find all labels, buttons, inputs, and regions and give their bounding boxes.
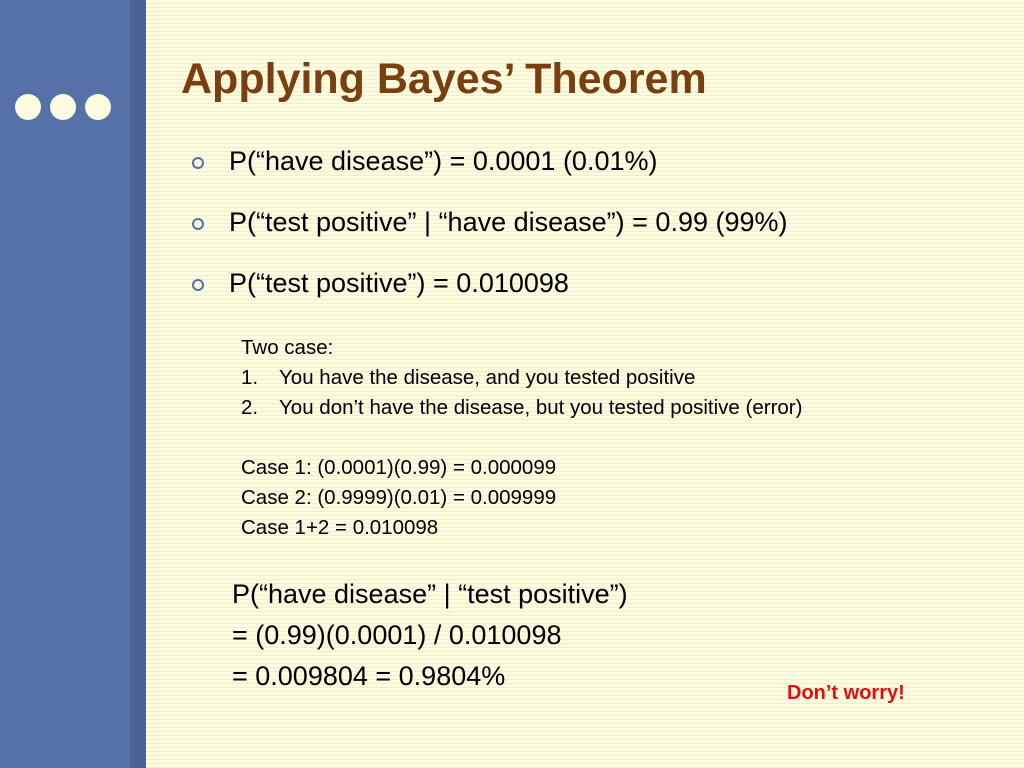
- bullet-circle-icon: [192, 279, 204, 291]
- list-text: You have the disease, and you tested positive: [279, 366, 696, 389]
- case-line: Case 2: (0.9999)(0.01) = 0.009999: [241, 486, 557, 509]
- case-line: Case 1+2 = 0.010098: [241, 516, 439, 539]
- list-number: 1.: [241, 366, 259, 389]
- bullet-text: P(“have disease”) = 0.0001 (0.01%): [229, 146, 658, 176]
- decorative-dot-2: [50, 94, 76, 120]
- bullet-text: P(“test positive” | “have disease”) = 0.99 (99%): [229, 207, 788, 237]
- case-line: Case 1: (0.0001)(0.99) = 0.000099: [241, 456, 557, 479]
- explanation-block: [241, 333, 802, 543]
- bullet-circle-icon: [192, 157, 204, 169]
- decorative-dot-1: [15, 94, 41, 120]
- list-text: You don’t have the disease, but you tested positive (error): [279, 396, 803, 419]
- dont-worry-note: Don’t worry!: [787, 682, 905, 704]
- decorative-dot-3: [85, 94, 111, 120]
- sidebar-edge: [130, 0, 146, 768]
- result-block: [232, 574, 628, 697]
- list-item: [241, 363, 802, 393]
- bullet-text: P(“test positive”) = 0.010098: [229, 268, 569, 298]
- list-number: 2.: [241, 396, 259, 419]
- explanation-heading: Two case:: [241, 336, 334, 359]
- result-line: P(“have disease” | “test positive”): [232, 579, 628, 609]
- bullet-circle-icon: [192, 218, 204, 230]
- spacer: [241, 423, 802, 453]
- result-line: = 0.009804 = 0.9804%: [232, 661, 506, 691]
- slide-title: Applying Bayes’ Theorem: [181, 55, 707, 103]
- list-item: [241, 393, 802, 423]
- result-line: = (0.99)(0.0001) / 0.010098: [232, 620, 562, 650]
